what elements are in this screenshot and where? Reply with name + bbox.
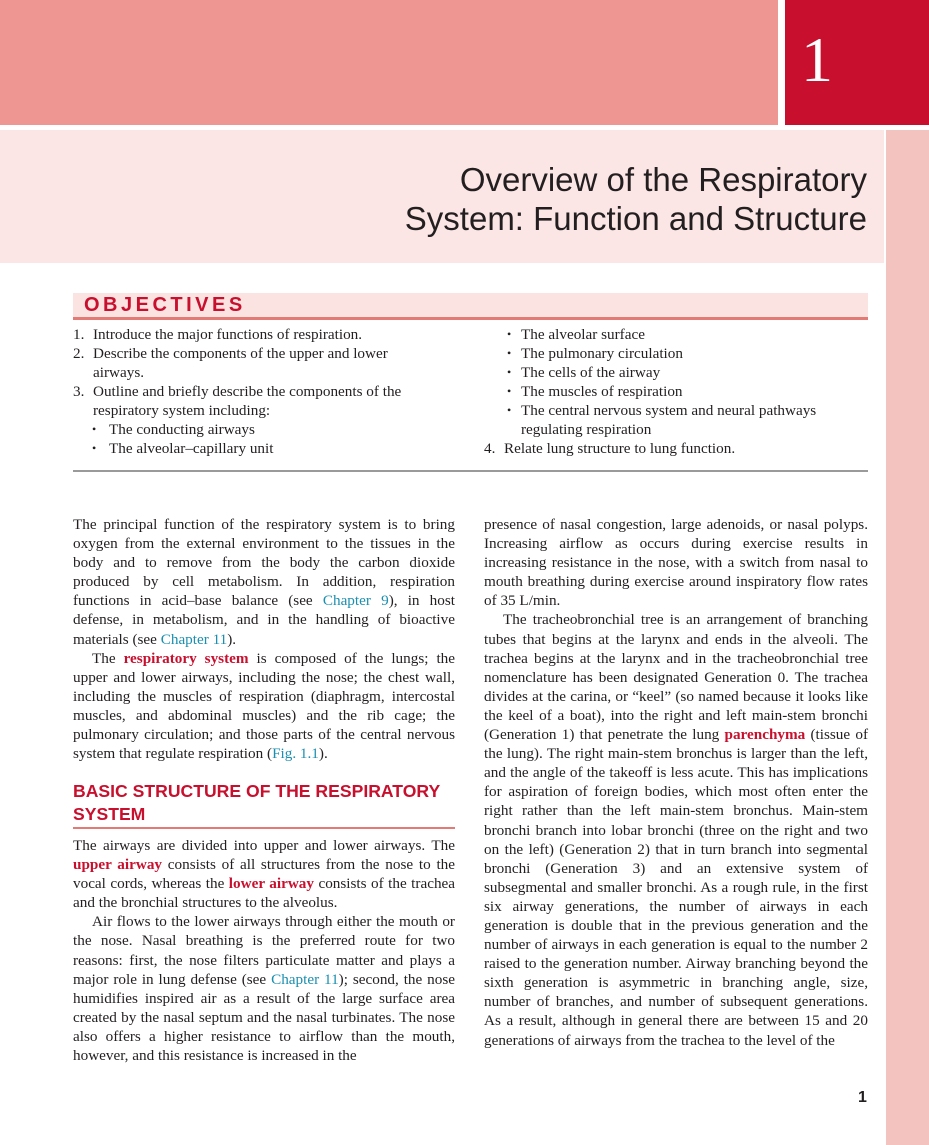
body-paragraph: [73, 836, 455, 912]
objective-bullet: • The alveolar surface: [484, 325, 868, 344]
objective-item: [73, 325, 433, 344]
objective-bullet: • The conducting airways: [73, 420, 433, 439]
objective-item: [73, 382, 433, 420]
body-paragraph: [73, 649, 455, 764]
key-term-lower-airway: lower airway: [228, 875, 314, 893]
objective-text: Outline and briefly describe the components of the respiratory system including:: [93, 383, 402, 419]
figure-1-1-link[interactable]: Fig. 1.1: [272, 745, 319, 763]
chapter-title: [405, 160, 867, 238]
objective-number: 4.: [484, 440, 496, 457]
objective-bullet: • The pulmonary circulation: [484, 344, 868, 363]
text-run: consists of the trachea and the bronchial structures to the alveolus.: [73, 875, 456, 912]
objective-number: 3.: [73, 383, 85, 400]
objective-text: Relate lung structure to lung function.: [504, 440, 736, 457]
objective-bullet: • The cells of the airway: [484, 363, 868, 382]
chapter-11-link[interactable]: Chapter 11: [160, 630, 228, 648]
text-run: Air flows to the lower airways through either the mouth or the nose. Nasal breathing is the preferred route for two reasons: first, the nose filters particulate matter and plays a major role in lung defense (see: [73, 913, 455, 988]
side-strip: [886, 130, 929, 1145]
text-run: is composed of the lungs; the upper and lower airways, including the nose; the chest wall, including the muscles of respiration (diaphragm, intercostal muscles, and abdominal muscles) and the rib cage; the pulmonary circulation; and those parts of the central nervous system that regulate respiration (: [73, 649, 455, 763]
chapter-title-line-1: Overview of the Respiratory: [459, 161, 867, 198]
key-term-parenchyma: parenchyma: [724, 726, 806, 744]
objective-number: 2.: [73, 345, 85, 362]
body-paragraph: presence of nasal congestion, large adenoids, or nasal polyps. Increasing airflow as occurs during exercise results in increasing resistance in the nose, with a switch from nasal to mouth breathing during exercise around inspiratory flow rates of 35 L/min.: [484, 516, 868, 610]
chapter-header-band: [0, 0, 778, 125]
body-paragraph: [484, 610, 868, 1049]
section-heading: BASIC STRUCTURE OF THE RESPIRATORY SYSTEM: [73, 780, 455, 829]
objective-bullet: • The central nervous system and neural pathways regulating respiration: [484, 401, 868, 439]
page-number: 1: [858, 1089, 867, 1106]
objectives-right-column: [484, 325, 868, 458]
text-run: The airways are divided into upper and lower airways. The: [73, 837, 455, 854]
body-left-column-lower: [73, 836, 455, 1065]
objective-text: Describe the components of the upper and lower airways.: [93, 345, 388, 381]
body-right-column: [484, 515, 868, 1050]
text-run: The tracheobronchial tree is an arrangement of branching tubes that begins at the larynx and ends in the alveoli. The trachea begins at the larynx and in the tracheobronchial tree nomenclature has been designated Generation 0. The trachea divides at the carina, or “keel” (so named because it looks like the keel of a boat), into the right and left main-stem bronchi (Generation 1) that penetrate the lung: [484, 611, 868, 744]
objective-bullet: • The alveolar–capillary unit: [73, 439, 433, 458]
text-run: ); second, the nose humidifies inspired air as a result of the large surface area created by the nasal septum and the nasal turbinates. The nose also offers a higher resistance to airflow than the mouth, however, and this resistance is increased in the: [73, 970, 456, 1065]
chapter-number: 1: [801, 24, 833, 95]
objective-item: [73, 344, 433, 382]
objectives-left-column: [73, 325, 433, 458]
body-left-column: [73, 515, 455, 763]
text-run: The: [92, 649, 124, 667]
objectives-divider: [73, 470, 868, 472]
objective-bullet: • The muscles of respiration: [484, 382, 868, 401]
body-paragraph: [73, 515, 455, 649]
text-run: The principal function of the respiratory system is to bring oxygen from the external environment to the tissues in the body and to remove from the body the carbon dioxide produced by cell metabolism. In addition, respiration functions in acid–base balance (see: [73, 516, 455, 610]
objective-text: Introduce the major functions of respiration.: [93, 326, 363, 343]
objective-item: [484, 439, 868, 458]
key-term-upper-airway: upper airway: [73, 856, 163, 874]
text-run: (tissue of the lung). The right main-stem bronchus is larger than the left, and the angle of the takeoff is less acute. This has implications for aspiration of foreign bodies, which most often enter the right rather than the left main-stem bronchus. Main-stem bronchi branch into lobar bronchi (three on the right and two on the left) (Generation 2) that in turn branch into segmental bronchi (Generation 3) and an extensive system of subsegmental and smaller bronchi. As a rough rule, in the first six airway generations, the number of airways in each generation is double that in the previous generation and the number of airways in each generation is equal to the number 2 raised to the generation number. Airway branching beyond the sixth generation is asymmetric in branching angle, size, number of branches, and number of subsequent generations. As a result, although in general there are between 15 and 20 generations of airways from the trachea to the level of the: [484, 726, 869, 1049]
text-run: ).: [227, 630, 237, 648]
key-term-respiratory-system: respiratory system: [123, 649, 249, 667]
objective-number: 1.: [73, 326, 85, 343]
chapter-title-line-2: System: Function and Structure: [404, 200, 867, 237]
text-run: consists of all structures from the nose to the vocal cords, whereas the: [73, 856, 455, 893]
text-run: ), in host defense, in metabolism, and in the handling of bioactive materials (see: [73, 592, 455, 648]
objectives-heading: OBJECTIVES: [84, 294, 246, 316]
objectives-heading-bar: [73, 293, 868, 320]
chapter-9-link[interactable]: Chapter 9: [322, 592, 389, 610]
text-run: ).: [318, 745, 328, 763]
chapter-number-box: [785, 0, 929, 125]
body-paragraph: [73, 912, 455, 1065]
chapter-11-link[interactable]: Chapter 11: [271, 970, 339, 988]
